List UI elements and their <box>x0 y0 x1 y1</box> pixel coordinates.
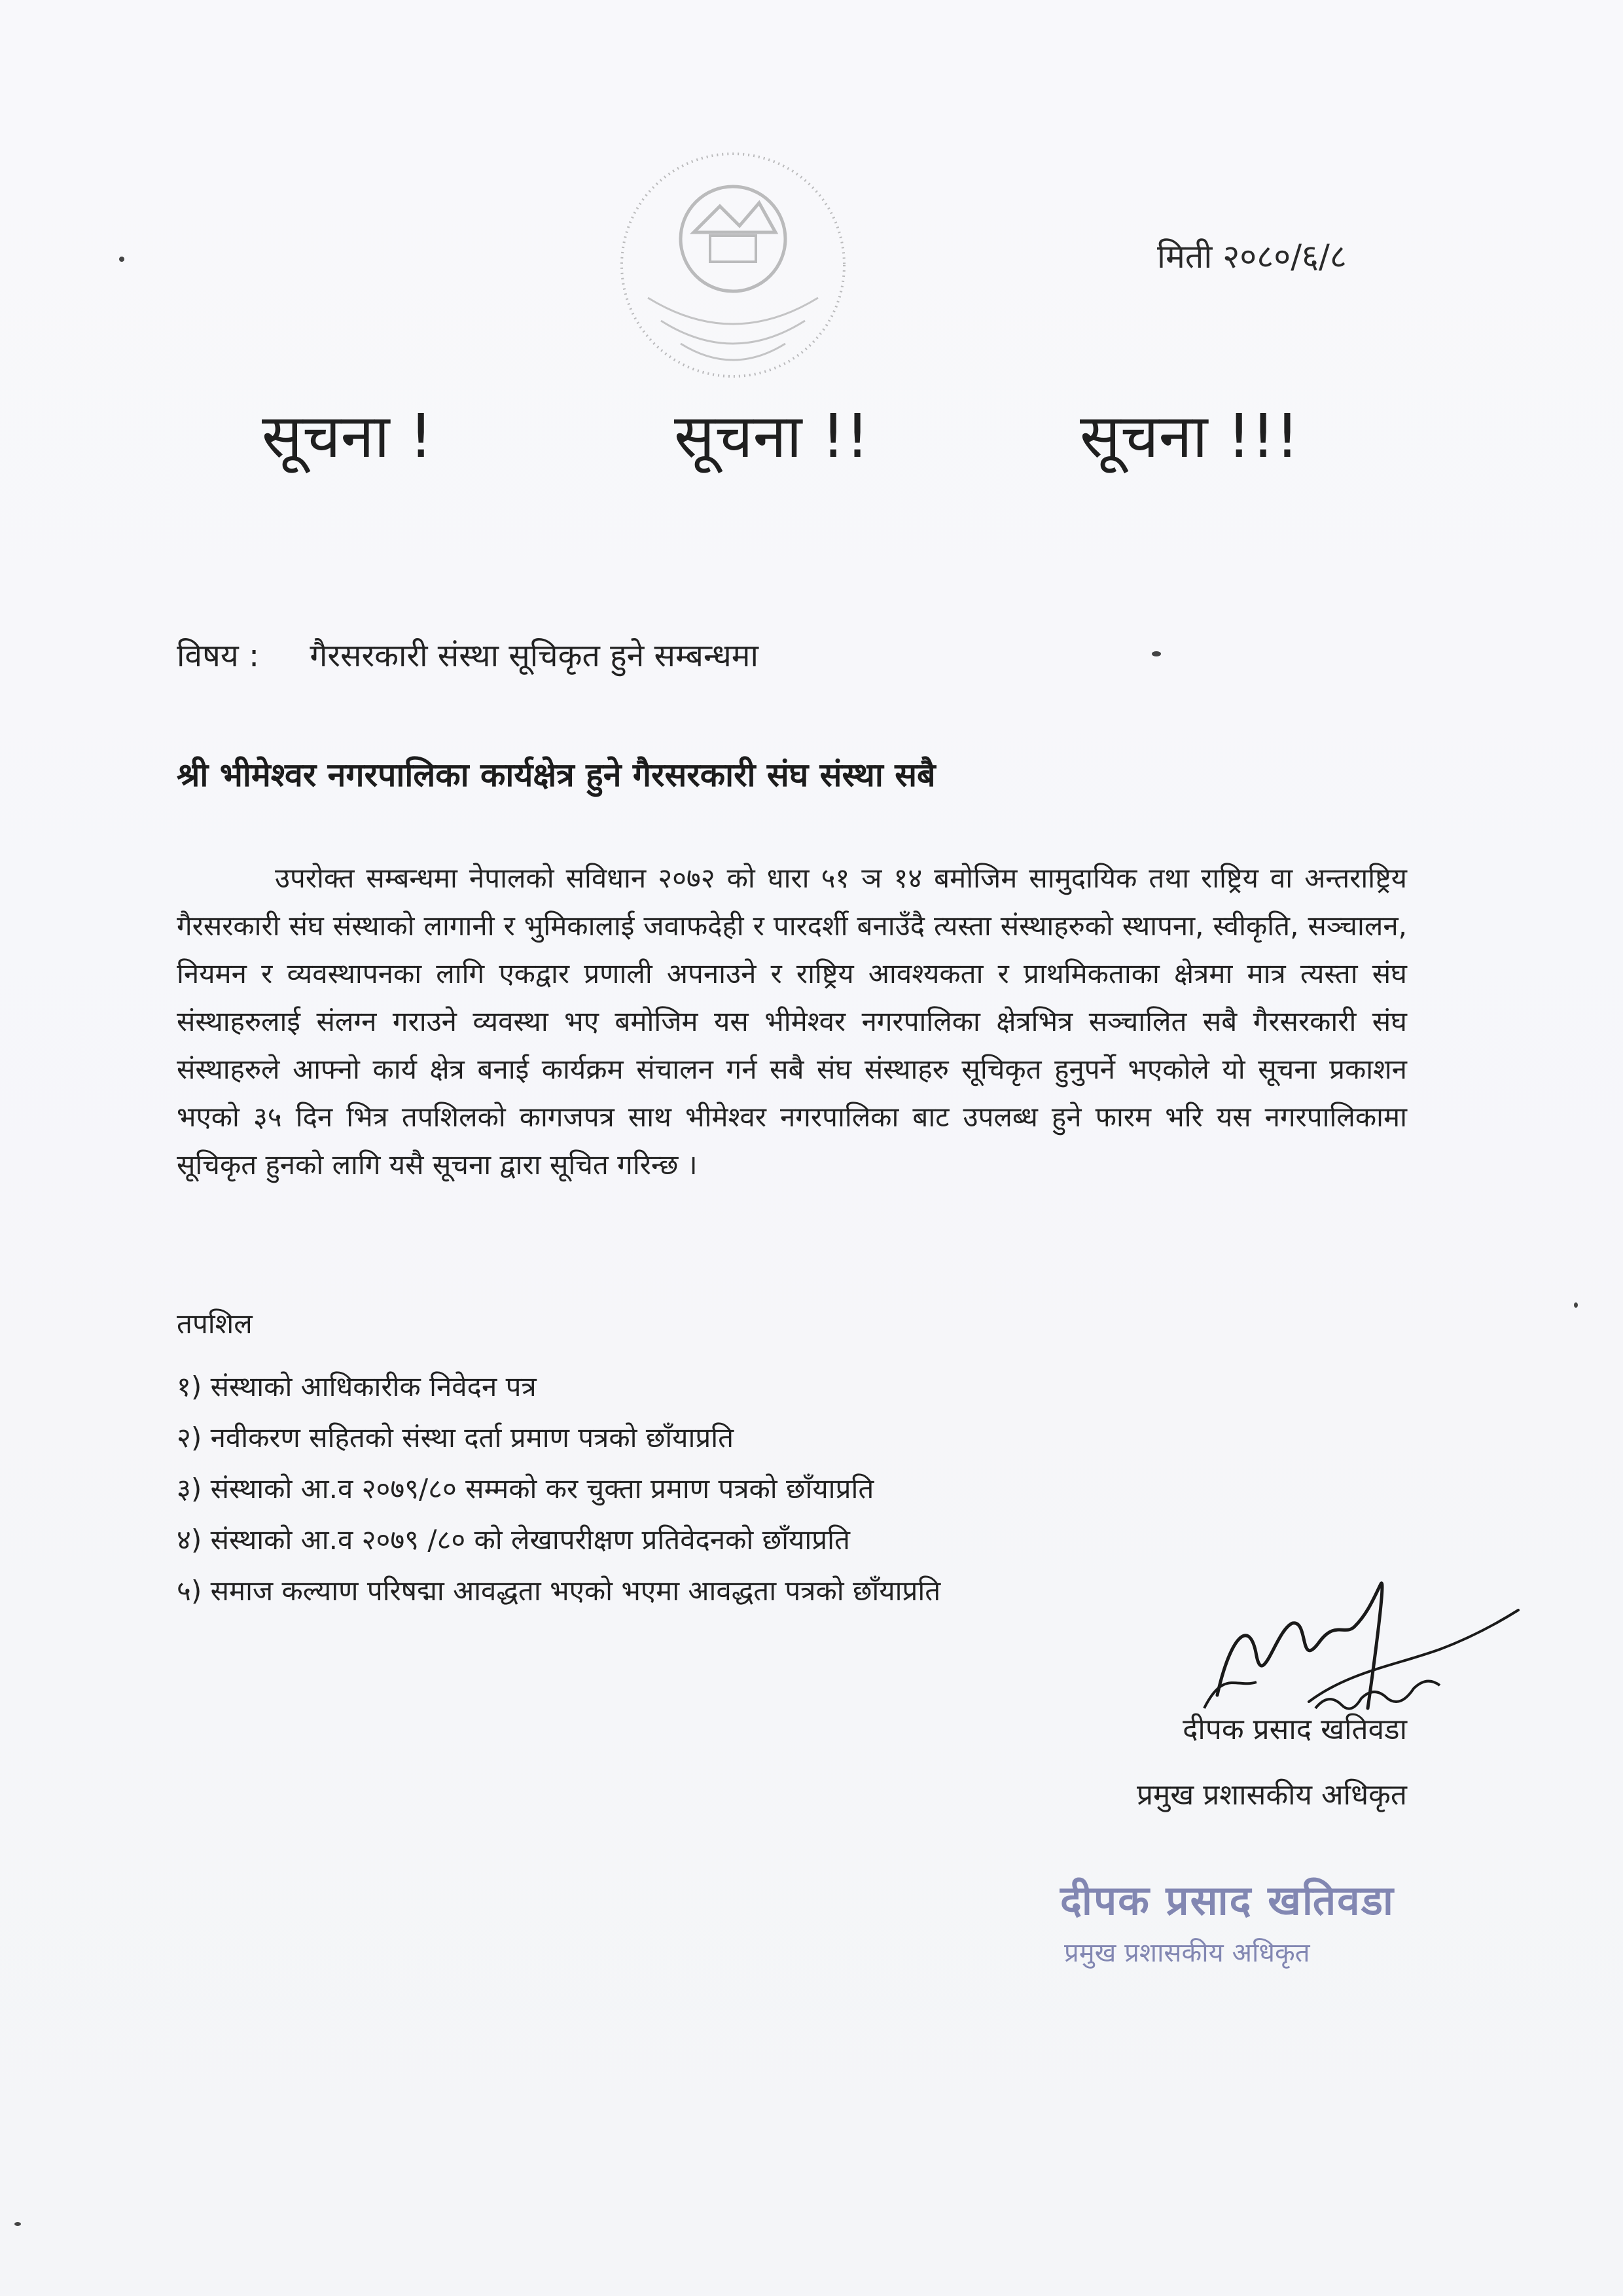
list-item: ५) समाज कल्याण परिषद्मा आवद्धता भएको भएमा आवद्धता पत्रको छाँयाप्रति <box>177 1575 941 1607</box>
signatory-title: प्रमुख प्रशासकीय अधिकृत <box>1136 1778 1407 1812</box>
signatory-name: दीपक प्रसाद खतिवडा <box>1183 1713 1407 1746</box>
list-item: २) नवीकरण सहितको संस्था दर्ता प्रमाण पत्रको छाँयाप्रति <box>177 1422 734 1454</box>
seal-graphic <box>609 141 857 389</box>
list-title: तपशिल <box>177 1308 253 1340</box>
list-item: ४) संस्थाको आ.व २०७९ /८० को लेखापरीक्षण प्रतिवेदनको छाँयाप्रति <box>177 1524 850 1556</box>
stamp-title: प्रमुख प्रशासकीय अधिकृत <box>1064 1938 1310 1968</box>
recipient-line: श्री भीमेश्वर नगरपालिका कार्यक्षेत्र हुने गैरसरकारी संघ संस्था सबै <box>177 756 936 794</box>
heading-notice-2: सूचना !! <box>674 401 870 471</box>
official-name-stamp <box>1060 1872 1395 1969</box>
scan-speck <box>1152 651 1161 656</box>
scan-speck <box>119 257 124 262</box>
scan-speck <box>14 2222 21 2226</box>
office-seal <box>609 141 857 389</box>
list-item: ३) संस्थाको आ.व २०७९/८० सम्मको कर चुक्ता प्रमाण पत्रको छाँयाप्रति <box>177 1473 874 1505</box>
subject-line <box>177 634 758 676</box>
signature-graphic <box>1178 1558 1544 1728</box>
notice-date: मिती २०८०/६/८ <box>1157 238 1347 276</box>
heading-notice-1: सूचना ! <box>262 401 433 471</box>
subject-text: गैरसरकारी संस्था सूचिकृत हुने सम्बन्धमा <box>310 637 758 674</box>
handwritten-signature <box>1178 1558 1544 1728</box>
body-paragraph: उपरोक्त सम्बन्धमा नेपालको सविधान २०७२ को धारा ५१ ञ १४ बमोजिम सामुदायिक तथा राष्ट्रिय वा अन्तराष्ट्रिय गैरसरकारी संघ संस्थाको लागानी र भुमिकालाई जवाफदेही र पारदर्शी बनाउँदै त्यस्ता संस्थाहरुको स्थापना, स्वीकृति, सञ्चालन, नियमन र व्यवस्थापनका लागि एकद्वार प्रणाली अपनाउने र राष्ट्रिय आवश्यकता र प्राथमिकताका क्षेत्रमा मात्र त्यस्ता संघ संस्थाहरुलाई संलग्न गराउने व्यवस्था भए बमोजिम यस भीमेश्वर नगरपालिका क्षेत्रभित्र सञ्चालित सबै गैरसरकारी संघ संस्थाहरुले आफ्नो कार्य क्षेत्र बनाई कार्यक्रम संचालन गर्न सबै संघ संस्थाहरु सूचिकृत हुनुपर्ने भएकोले यो सूचना प्रकाशन भएको ३५ दिन भित्र तपशिलको कागजपत्र साथ भीमेश्वर नगरपालिका बाट उपलब्ध हुने फारम भरि यस नगरपालिकामा सूचिकृत हुनको लागि यसै सूचना द्वारा सूचित गरिन्छ । <box>177 862 1407 1181</box>
scan-speck <box>1574 1302 1578 1308</box>
list-item: १) संस्थाको आधिकारीक निवेदन पत्र <box>177 1371 537 1403</box>
notice-headings <box>262 393 1374 491</box>
stamp-name: दीपक प्रसाद खतिवडा <box>1060 1876 1395 1924</box>
subject-label: विषय : <box>177 637 260 674</box>
heading-notice-3: सूचना !!! <box>1080 401 1300 471</box>
